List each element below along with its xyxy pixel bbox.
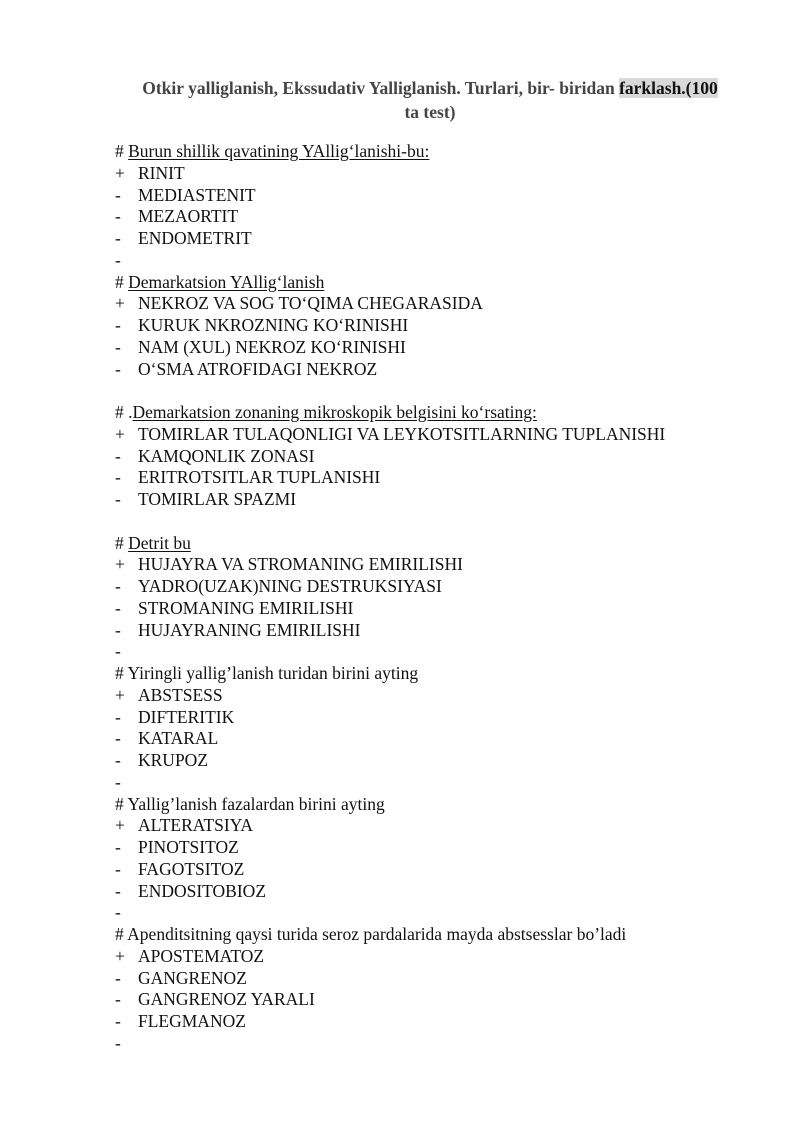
wrong-answer-marker: - (115, 445, 121, 466)
wrong-answer-marker: - (115, 880, 121, 901)
answer-option (115, 576, 775, 598)
answer-text: PINOTSITOZ (138, 837, 239, 857)
question-prefix: # (115, 924, 128, 944)
answer-text: MEZAORTIT (138, 206, 239, 227)
wrong-answer-marker: - (115, 228, 121, 248)
answer-option (115, 750, 775, 772)
question-text: Detrit bu (128, 532, 191, 553)
wrong-answer-marker: - (115, 989, 121, 1010)
wrong-answer-marker: - (115, 489, 121, 509)
wrong-answer-marker: - (115, 750, 121, 770)
answer-text: HUJAYRA VA STROMANING EMIRILISHI (138, 554, 463, 575)
question-block (115, 141, 775, 272)
document-title (100, 76, 760, 124)
answer-text: GANGRENOZ YARALI (138, 989, 315, 1010)
answer-option (115, 446, 775, 468)
separator-line: - (115, 249, 121, 270)
correct-answer-marker: + (115, 293, 125, 314)
answer-text: ENDOMETRIT (138, 228, 252, 248)
question-text: Apenditsitning qaysi turida seroz pardalarida mayda abstsesslar bo’ladi (127, 924, 627, 944)
wrong-answer-marker: - (115, 576, 121, 596)
correct-answer-marker: + (115, 945, 125, 966)
answer-text: ALTERATSIYA (138, 815, 254, 836)
answer-option (115, 185, 775, 207)
answer-option (115, 337, 775, 359)
wrong-answer-marker: - (115, 315, 121, 335)
question-text: Yallig’lanish fazalardan birini ayting (127, 793, 385, 814)
answer-option (115, 989, 775, 1011)
answer-text: NEKROZ VA SOG TO‘QIMA CHEGARASIDA (138, 293, 483, 314)
question-block (115, 924, 775, 1055)
answer-text: GANGRENOZ (138, 967, 247, 988)
test-question-list (115, 141, 775, 1055)
wrong-answer-marker: - (115, 728, 121, 749)
question-text: Demarkatsion zonaning mikroskopik belgisini ko‘rsating: (132, 402, 537, 422)
answer-option (115, 707, 775, 729)
wrong-answer-marker: - (115, 206, 121, 227)
answer-option (115, 968, 775, 990)
answer-option (115, 946, 775, 968)
question-block (115, 663, 775, 794)
separator-line (115, 511, 775, 533)
answer-option (115, 728, 775, 750)
separator-line: - (115, 771, 121, 792)
correct-answer-marker: + (115, 423, 125, 444)
answer-option (115, 685, 775, 707)
question-block (115, 402, 775, 533)
answer-text: NAM (XUL) NEKROZ KO‘RINISHI (138, 336, 406, 357)
answer-option (115, 467, 775, 489)
question-line (115, 141, 775, 163)
wrong-answer-marker: - (115, 336, 121, 357)
answer-text: HUJAYRANING EMIRILISHI (138, 619, 361, 640)
separator-line: - (115, 641, 121, 662)
answer-option (115, 1011, 775, 1033)
answer-option (115, 815, 775, 837)
wrong-answer-marker: - (115, 967, 121, 988)
question-prefix: # (115, 663, 128, 683)
answer-text: DIFTERITIK (138, 706, 235, 727)
correct-answer-marker: + (115, 815, 125, 836)
separator-line: - (115, 1032, 121, 1053)
question-line (115, 533, 775, 555)
correct-answer-marker: + (115, 162, 125, 183)
question-prefix: # (115, 532, 129, 553)
wrong-answer-marker: - (115, 184, 121, 205)
answer-text: RINIT (138, 162, 185, 183)
answer-option (115, 554, 775, 576)
answer-text: KURUK NKROZNING KO‘RINISHI (138, 315, 409, 335)
answer-option (115, 837, 775, 859)
wrong-answer-marker: - (115, 706, 121, 727)
correct-answer-marker: + (115, 684, 125, 705)
answer-text: KAMQONLIK ZONASI (138, 445, 315, 466)
answer-option (115, 163, 775, 185)
question-block (115, 794, 775, 925)
answer-text: ENDOSITOBIOZ (138, 880, 267, 901)
answer-text: APOSTEMATOZ (138, 945, 265, 966)
answer-text: O‘SMA ATROFIDAGI NEKROZ (138, 358, 378, 379)
answer-option (115, 598, 775, 620)
answer-option (115, 489, 775, 511)
question-line (115, 663, 775, 685)
title-line-1 (100, 76, 760, 100)
title-main-text: Otkir yalliglanish, Ekssudativ Yalliglanish. Turlari, bir- biridan (142, 78, 620, 98)
answer-text: FAGOTSITOZ (138, 858, 245, 879)
wrong-answer-marker: - (115, 619, 121, 640)
question-prefix: # (115, 271, 129, 292)
answer-option (115, 359, 775, 381)
question-prefix: # (115, 793, 128, 814)
answer-option (115, 859, 775, 881)
separator-line (115, 380, 775, 402)
title-line-2: ta test) (404, 102, 456, 122)
answer-text: KATARAL (138, 728, 219, 749)
answer-text: ERITROTSITLAR TUPLANISHI (138, 467, 381, 488)
answer-text: TOMIRLAR TULAQONLIGI VA LEYKOTSITLARNING TUPLANISHI (138, 423, 666, 444)
answer-text: FLEGMANOZ (138, 1011, 246, 1031)
answer-text: STROMANING EMIRILISHI (138, 597, 354, 618)
answer-option (115, 424, 775, 446)
wrong-answer-marker: - (115, 1011, 121, 1031)
wrong-answer-marker: - (115, 358, 121, 379)
answer-text: ABSTSESS (138, 684, 223, 705)
answer-option (115, 293, 775, 315)
answer-text: YADRO(UZAK)NING DESTRUKSIYASI (138, 576, 442, 596)
answer-option (115, 315, 775, 337)
question-line (115, 402, 775, 424)
question-prefix: # (115, 141, 129, 161)
question-text: Demarkatsion YAllig‘lanish (128, 271, 325, 292)
question-text: Yiringli yallig’lanish turidan birini ayting (127, 663, 419, 683)
wrong-answer-marker: - (115, 467, 121, 488)
answer-option (115, 620, 775, 642)
wrong-answer-marker: - (115, 837, 121, 857)
answer-option (115, 228, 775, 250)
title-highlighted-text: farklash.(100 (619, 78, 718, 98)
question-prefix: # . (115, 402, 133, 422)
answer-text: MEDIASTENIT (138, 184, 256, 205)
question-line (115, 794, 775, 816)
question-line (115, 272, 775, 294)
separator-line: - (115, 902, 121, 923)
correct-answer-marker: + (115, 554, 125, 575)
answer-text: TOMIRLAR SPAZMI (138, 489, 297, 509)
answer-option (115, 881, 775, 903)
wrong-answer-marker: - (115, 597, 121, 618)
answer-text: KRUPOZ (138, 750, 209, 770)
question-text: Burun shillik qavatining YAllig‘lanishi-bu: (128, 141, 430, 161)
question-block (115, 533, 775, 664)
answer-option (115, 206, 775, 228)
question-line (115, 924, 775, 946)
wrong-answer-marker: - (115, 858, 121, 879)
question-block (115, 272, 775, 403)
